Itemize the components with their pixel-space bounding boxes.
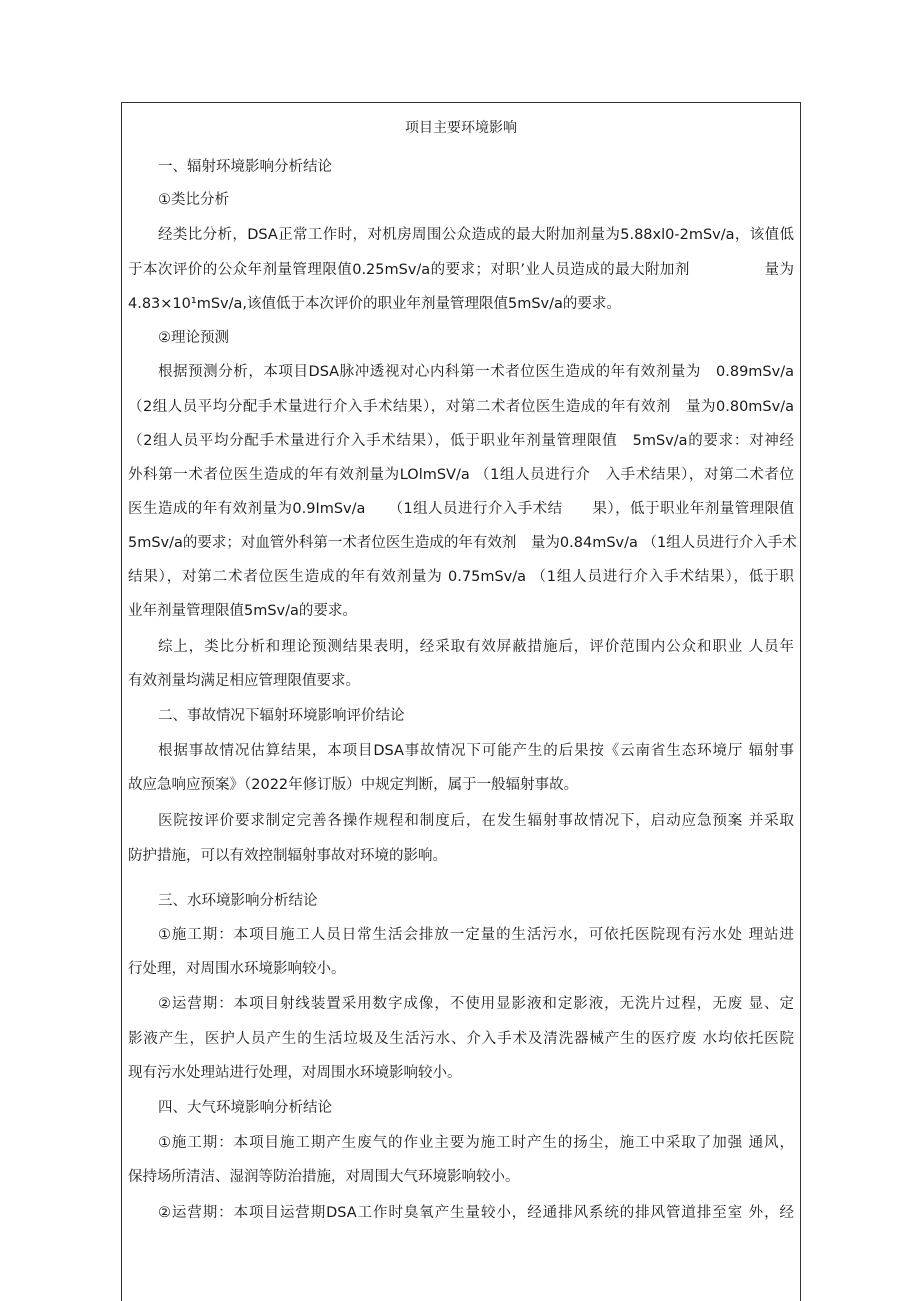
paragraph-line: 业年剂量管理限值5mSv/a的要求。 <box>128 603 357 619</box>
paragraph-line: 根据预测分析，本项目DSA脉冲透视对心内科第一术者位医生造成的年有效剂量为 0.89mSv/a <box>158 364 794 380</box>
section-title: 项目主要环境影响 <box>405 120 517 136</box>
paragraph-line: 外科第一术者位医生造成的年有效剂量为LOlmSV/a （1组人员进行介 入手术结果），对第二术者位 <box>128 467 794 483</box>
paragraph-line: 经类比分析，DSA正常工作时，对机房周围公众造成的最大附加剂量为5.88xl0-2mSv/a，该值低 <box>158 227 794 243</box>
paragraph-line: ②运营期：本项目射线装置采用数字成像，不使用显影液和定影液，无洗片过程，无废 显、定 <box>158 996 794 1012</box>
paragraph-line: （2组人员平均分配手术量进行介入手术结果），对第二术者位医生造成的年有效剂 量为0.80mSv/a <box>128 399 794 415</box>
paragraph-line: 根据事故情况估算结果，本项目DSA事故情况下可能产生的后果按《云南省生态环境厅 辐射事 <box>158 743 794 759</box>
heading-air: 四、大气环境影响分析结论 <box>158 1100 332 1116</box>
paragraph-line: 综上，类比分析和理论预测结果表明，经采取有效屏蔽措施后，评价范围内公众和职业 人员年 <box>158 639 794 655</box>
heading-accident: 二、事故情况下辐射环境影响评价结论 <box>158 708 405 724</box>
paragraph-line: 有效剂量均满足相应管理限值要求。 <box>128 673 360 689</box>
paragraph-line: （2组人员平均分配手术量进行介入手术结果），低于职业年剂量管理限值 5mSv/a的要求：对神经 <box>128 433 794 449</box>
paragraph-line: 于本次评价的公众年剂量管理限值0.25mSv/a的要求；对职’业人员造成的最大附加剂 量为 <box>128 262 794 278</box>
paragraph-line: 结果），对第二术者位医生造成的年有效剂量为 0.75mSv/a （1组人员进行介入手术结果），低于职 <box>128 569 794 585</box>
paragraph-line: 行处理，对周围水环境影响较小。 <box>128 961 346 977</box>
heading-water: 三、水环境影响分析结论 <box>158 893 318 909</box>
paragraph-line: 防护措施，可以有效控制辐射事故对环境的影响。 <box>128 848 447 864</box>
paragraph-line: 现有污水处理站进行处理，对周围水环境影响较小。 <box>128 1065 462 1081</box>
subheading-analogy: ①类比分析 <box>158 192 229 208</box>
content-table-frame <box>121 102 801 1301</box>
paragraph-line: ①施工期：本项目施工人员日常生活会排放一定量的生活污水，可依托医院现有污水处 理站进 <box>158 927 794 943</box>
paragraph-line: 故应急响应预案》（2022年修订版）中规定判断，属于一般辐射事故。 <box>128 777 579 793</box>
paragraph-line: 5mSv/a的要求；对血管外科第一术者位医生造成的年有效剂 量为0.84mSv/a （1组人员进行介入手术 <box>128 535 797 551</box>
paragraph-line: 医院按评价要求制定完善各操作规程和制度后，在发生辐射事故情况下，启动应急预案 并采取 <box>158 813 794 829</box>
subheading-theory: ②理论预测 <box>158 330 229 346</box>
heading-radiation: 一、辐射环境影响分析结论 <box>158 159 332 175</box>
paragraph-line: ①施工期：本项目施工期产生废气的作业主要为施工时产生的扬尘，施工中采取了加强 通风， <box>158 1135 794 1151</box>
paragraph-line: 保持场所清洁、湿润等防治措施，对周围大气环境影响较小。 <box>128 1169 520 1185</box>
paragraph-line: 医生造成的年有效剂量为0.9ImSv/a （1组人员进行介入手术结 果），低于职业年剂量管理限值 <box>128 501 794 517</box>
paragraph-line: 4.83×10¹mSv/a,该值低于本次评价的职业年剂量管理限值5mSv/a的要求。 <box>128 296 621 312</box>
paragraph-line: ②运营期：本项目运营期DSA工作时臭氧产生量较小，经通排风系统的排风管道排至室 外，经 <box>158 1205 794 1221</box>
paragraph-line: 影液产生，医护人员产生的生活垃圾及生活污水、介入手术及清洗器械产生的医疗废 水均依托医院 <box>128 1031 794 1047</box>
